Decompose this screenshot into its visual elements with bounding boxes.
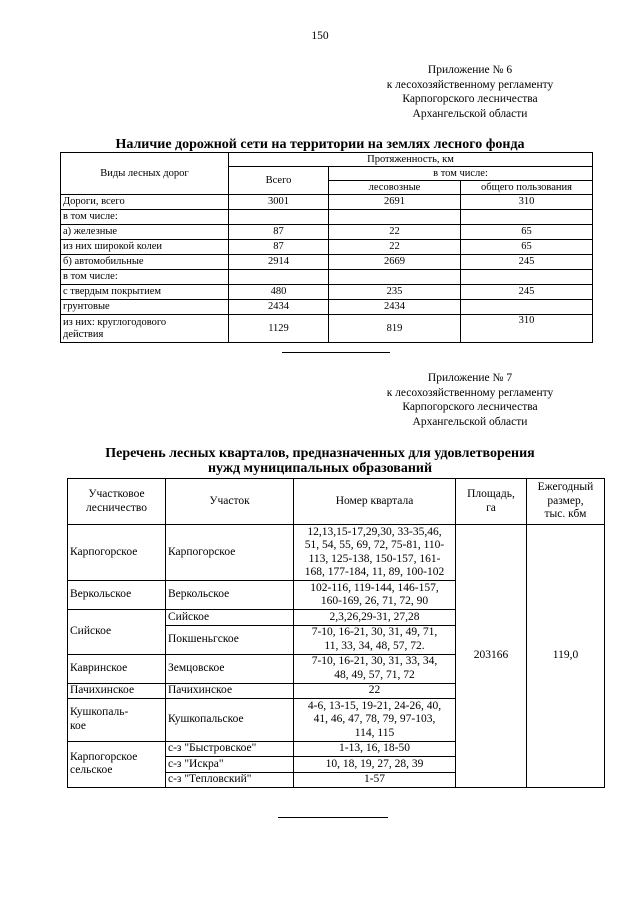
row-logging <box>329 210 461 225</box>
row-total: 1129 <box>229 315 329 343</box>
district-cell <box>68 525 166 581</box>
row-label: Дороги, всего <box>61 195 229 210</box>
row-logging: 235 <box>329 285 461 300</box>
quarter-line: 114, 115 <box>354 726 395 739</box>
header-annual <box>527 479 605 525</box>
header-line: Ежегодный <box>537 481 594 494</box>
row-public <box>461 210 593 225</box>
row-public: 65 <box>461 240 593 255</box>
section-cell: с-з "Тепловский" <box>166 772 294 788</box>
quarter-cell <box>294 581 456 610</box>
section-cell: Кушкопальское <box>166 699 294 742</box>
road-network-table <box>60 152 593 343</box>
row-public: 245 <box>461 255 593 270</box>
row-total <box>229 270 329 285</box>
row-logging: 22 <box>329 240 461 255</box>
appendix-6-header <box>310 63 630 121</box>
row-label: б) автомобильные <box>61 255 229 270</box>
table-row <box>61 240 593 255</box>
row-total: 87 <box>229 225 329 240</box>
header-road-types: Виды лесных дорог <box>61 153 229 195</box>
table-header-row <box>68 479 605 525</box>
area-cell: 203166 <box>456 525 527 788</box>
quarter-line: 48, 49, 57, 71, 72 <box>334 668 415 681</box>
row-total: 480 <box>229 285 329 300</box>
district-line: сельское <box>70 764 113 777</box>
quarter-line: 7-10, 16-21, 30, 31, 49, 71, <box>311 626 438 638</box>
section-cell: Веркольское <box>166 581 294 610</box>
table-row <box>68 525 605 581</box>
quarter-line: 160-169, 26, 71, 72, 90 <box>320 595 429 607</box>
district-cell <box>68 699 166 742</box>
divider <box>278 817 388 818</box>
row-logging: 819 <box>329 315 461 343</box>
row-logging: 2691 <box>329 195 461 210</box>
row-public: 310 <box>461 195 593 210</box>
section-cell: Сийское <box>166 610 294 626</box>
row-total: 2434 <box>229 300 329 315</box>
quarter-cell <box>294 699 456 742</box>
row-label: с твердым покрытием <box>61 285 229 300</box>
quarter-cell <box>294 654 456 683</box>
quarter-line: 10, 18, 19, 27, 28, 39 <box>325 757 424 770</box>
appendix-7-line: Карпогорского лесничества <box>402 401 538 413</box>
row-label-line: действия <box>63 328 104 340</box>
section-cell: Покшеньгское <box>166 625 294 654</box>
annual-cell: 119,0 <box>527 525 605 788</box>
table-row <box>61 285 593 300</box>
district-line: Веркольское <box>70 588 132 601</box>
row-total: 3001 <box>229 195 329 210</box>
header-including: в том числе: <box>329 167 593 181</box>
header-district <box>68 479 166 525</box>
header-quarter: Номер квартала <box>294 479 456 525</box>
quarter-line: 11, 33, 34, 48, 57, 72. <box>324 639 425 652</box>
table-row <box>61 300 593 315</box>
section-cell: с-з "Быстровское" <box>166 741 294 757</box>
row-label: а) железные <box>61 225 229 240</box>
row-label <box>61 315 229 343</box>
district-line: Карпогорское <box>70 545 138 558</box>
appendix-7-line: Архангельской области <box>412 415 528 428</box>
row-total: 2914 <box>229 255 329 270</box>
quarter-line: 1-57 <box>363 773 386 785</box>
header-line: га <box>486 501 496 514</box>
table2-title <box>0 446 640 476</box>
table-row <box>61 315 593 343</box>
row-public: 310 <box>461 315 593 343</box>
quarter-line: 22 <box>368 684 381 696</box>
quarter-cell <box>294 741 456 757</box>
table-row <box>61 270 593 285</box>
header-line: Участковое <box>88 488 145 500</box>
section-cell: Пачихинское <box>166 683 294 699</box>
appendix-6-line: Приложение № 6 <box>427 64 513 76</box>
table-row <box>61 195 593 210</box>
district-cell <box>68 610 166 655</box>
section-cell: с-з "Искра" <box>166 757 294 773</box>
header-line: Площадь, <box>467 488 515 500</box>
header-line: лесничество <box>86 501 147 514</box>
row-logging: 2434 <box>329 300 461 315</box>
district-cell <box>68 581 166 610</box>
row-label: грунтовые <box>61 300 229 315</box>
table-row <box>61 255 593 270</box>
district-line: Пачихинское <box>70 684 135 696</box>
row-label: в том числе: <box>61 270 229 285</box>
row-label: в том числе: <box>61 210 229 225</box>
section-cell: Карпогорское <box>166 525 294 581</box>
forest-quarters-table <box>67 478 605 788</box>
section-cell: Земцовское <box>166 654 294 683</box>
row-total: 87 <box>229 240 329 255</box>
quarter-cell <box>294 757 456 773</box>
table1-title: Наличие дорожной сети на территории на землях лесного фонда <box>115 137 525 152</box>
row-public <box>461 270 593 285</box>
appendix-7-line: к лесохозяйственному регламенту <box>386 386 554 399</box>
header-public: общего пользования <box>461 181 593 195</box>
quarter-cell <box>294 525 456 581</box>
district-line: Кавринское <box>70 661 128 674</box>
appendix-6-line: Архангельской области <box>412 107 528 120</box>
quarter-line: 113, 125-138, 150-157, 161- <box>308 552 441 565</box>
quarter-line: 41, 46, 47, 78, 79, 97-103, <box>313 713 436 725</box>
row-logging <box>329 270 461 285</box>
header-line: тыс. кбм <box>544 508 587 521</box>
district-line: Карпогорское <box>70 750 138 763</box>
row-public <box>461 300 593 315</box>
header-total: Всего <box>229 167 329 195</box>
quarter-line: 12,13,15-17,29,30, 33-35,46, <box>307 525 442 538</box>
appendix-7-line: Приложение № 7 <box>427 372 513 384</box>
header-line: размер, <box>547 494 584 507</box>
row-public: 245 <box>461 285 593 300</box>
header-area <box>456 479 527 525</box>
quarter-cell <box>294 683 456 699</box>
row-total <box>229 210 329 225</box>
table-row <box>61 210 593 225</box>
header-length: Протяженность, км <box>229 153 593 167</box>
page-number: 150 <box>311 30 329 42</box>
district-cell <box>68 683 166 699</box>
row-public: 65 <box>461 225 593 240</box>
district-cell <box>68 741 166 788</box>
quarter-line: 2,3,26,29-31, 27,28 <box>329 610 420 623</box>
quarter-cell <box>294 772 456 788</box>
quarter-line: 4-6, 13-15, 19-21, 24-26, 40, <box>307 699 442 712</box>
quarter-line: 51, 54, 55, 69, 72, 75-81, 110- <box>304 539 445 551</box>
table-row <box>61 225 593 240</box>
district-line: кое <box>70 719 86 732</box>
district-cell <box>68 654 166 683</box>
header-logging: лесовозные <box>329 181 461 195</box>
table2-title-line: Перечень лесных кварталов, предназначенных для удовлетворения <box>105 446 535 461</box>
quarter-cell <box>294 610 456 626</box>
row-logging: 22 <box>329 225 461 240</box>
quarter-line: 7-10, 16-21, 30, 31, 33, 34, <box>311 655 438 667</box>
quarter-line: 168, 177-184, 11, 89, 100-102 <box>304 566 445 578</box>
row-label: из них широкой колеи <box>61 240 229 255</box>
header-section: Участок <box>166 479 294 525</box>
quarter-line: 102-116, 119-144, 146-157, <box>310 581 439 594</box>
table2-title-line: нужд муниципальных образований <box>207 461 433 476</box>
divider <box>282 352 390 353</box>
appendix-6-line: Карпогорского лесничества <box>402 93 538 105</box>
quarter-line: 1-13, 16, 18-50 <box>339 742 410 754</box>
quarter-cell <box>294 625 456 654</box>
row-label-line: из них: круглогодового <box>63 316 167 328</box>
appendix-6-line: к лесохозяйственному регламенту <box>386 78 554 91</box>
row-logging: 2669 <box>329 255 461 270</box>
district-line: Сийское <box>70 625 112 637</box>
district-line: Кушкопаль- <box>70 706 129 719</box>
appendix-7-header <box>310 371 630 429</box>
